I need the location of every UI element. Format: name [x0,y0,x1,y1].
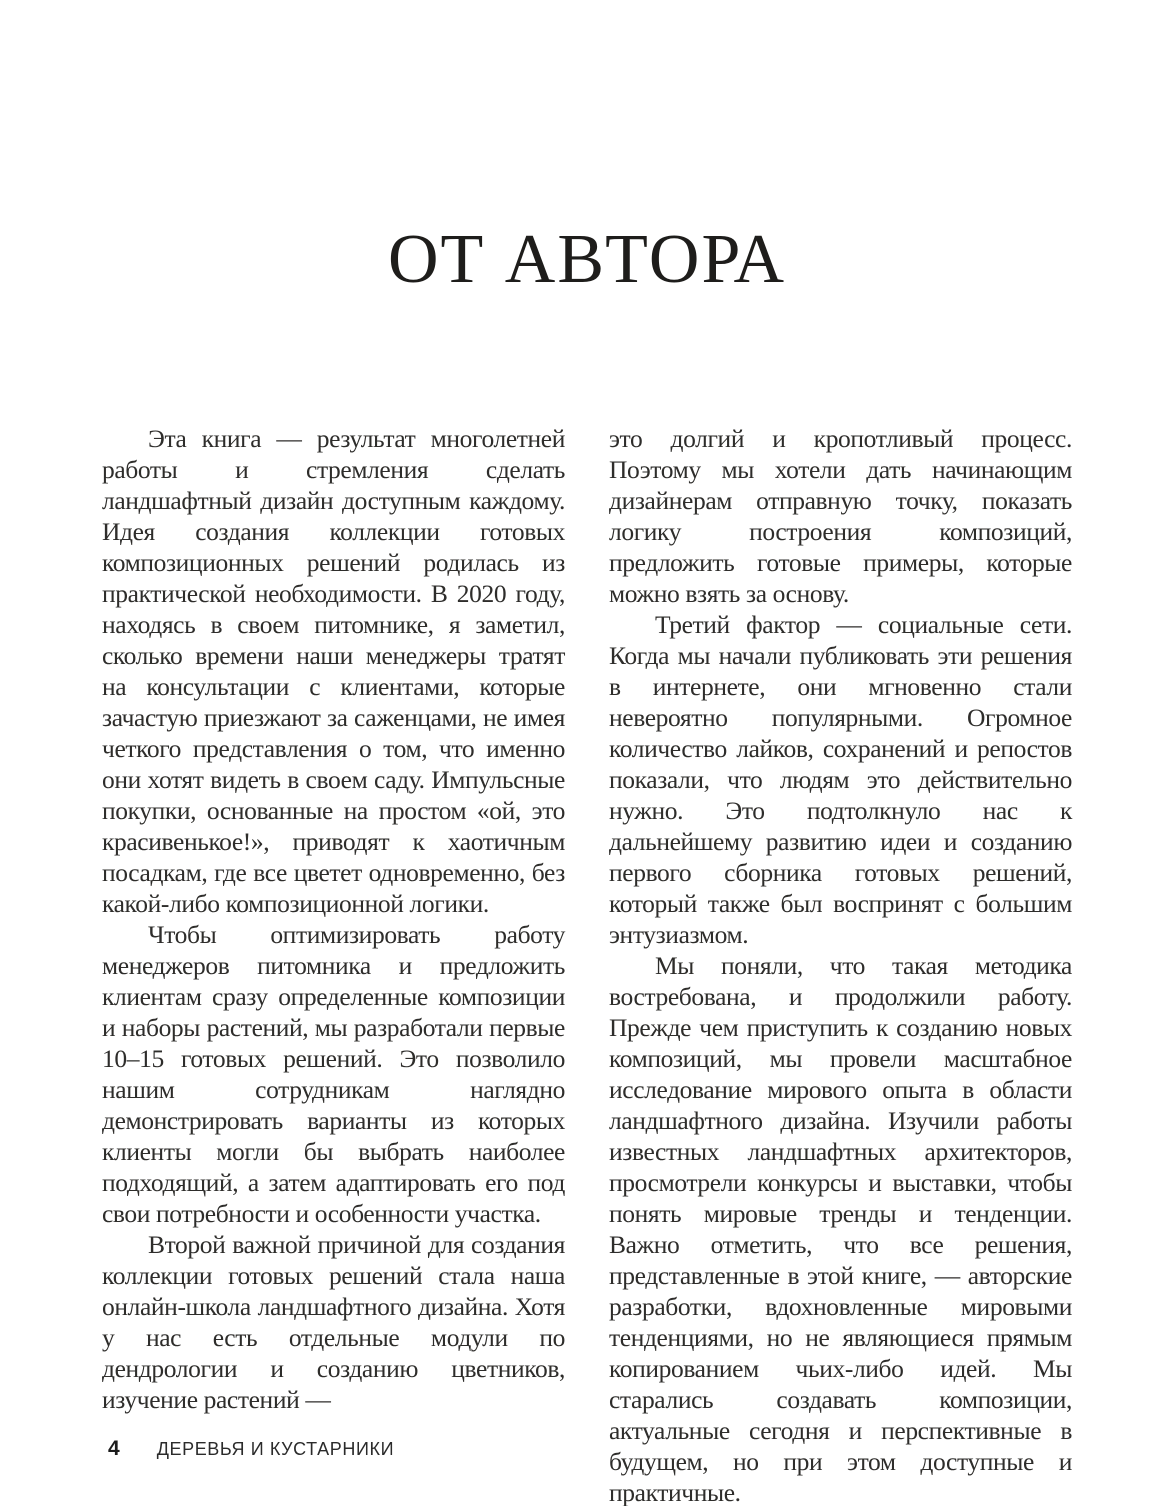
running-title: ДЕРЕВЬЯ И КУСТАРНИКИ [156,1439,395,1459]
paragraph: Чтобы оптимизировать работу менеджеров питомника и предложить клиентам сразу определенные композиции и наборы растений, мы разработали первые 10–15 готовых решений. Это позволило нашим сотрудникам наглядно демонстрировать варианты из которых клиенты могли бы выбрать наиболее подходящий, а затем адаптировать его под свои потребности и особенности участка. [102,920,565,1228]
column-right [609,423,1072,1506]
text-columns [102,423,1072,1506]
paragraph: Эта книга — результат многолетней работы и стремления сделать ландшафтный дизайн доступным каждому. Идея создания коллекции готовых композиционных решений родилась из практической необходимости. В 2020 году, находясь в своем питомнике, я заметил, сколько времени наши менеджеры тратят на консультации с клиентами, которые зачастую приезжают за саженцами, не имея четкого представления о том, что именно они хотят видеть в своем саду. Импульсные покупки, основанные на простом «ой, это красивенькое!», приводят к хаотичным посадкам, где все цветет одновременно, без какой-либо композиционной логики. [102,424,565,918]
paragraph: Второй важной причиной для создания коллекции готовых решений стала наша онлайн-школа ландшафтного дизайна. Хотя у нас есть отдельные модули по дендрологии и созданию цветников, изучение растений — [102,1230,565,1414]
paragraph: Мы поняли, что такая методика востребована, и продолжили работу. Прежде чем приступить к созданию новых композиций, мы провели масштабное исследование мирового опыта в области ландшафтного дизайна. Изучили работы известных ландшафтных архитекторов, просмотрели конкурсы и выставки, чтобы понять мировые тренды и тенденции. Важно отметить, что все решения, представленные в этой книге, — авторские разработки, вдохновленные мировыми тенденциями, но не являющиеся прямым копированием чьих-либо идей. Мы старались создавать композиции, актуальные сегодня и перспективные в будущем, но при этом доступные и практичные. [609,951,1072,1506]
page-title: ОТ АВТОРА [387,221,787,298]
page-footer [108,1437,394,1461]
paragraph: Третий фактор — социальные сети. Когда мы начали публиковать эти решения в интернете, они мгновенно стали невероятно популярными. Огромное количество лайков, сохранений и репостов показали, что людям это действительно нужно. Это подтолкнуло нас к дальнейшему развитию идеи и созданию первого сборника готовых решений, который также был воспринят с большим энтузиазмом. [609,610,1072,949]
page-number: 4 [108,1437,120,1460]
column-left [102,423,565,1506]
paragraph: это долгий и кропотливый процесс. Поэтому мы хотели дать начинающим дизайнерам отправную точку, показать логику построения композиций, предложить готовые примеры, которые можно взять за основу. [609,424,1072,608]
